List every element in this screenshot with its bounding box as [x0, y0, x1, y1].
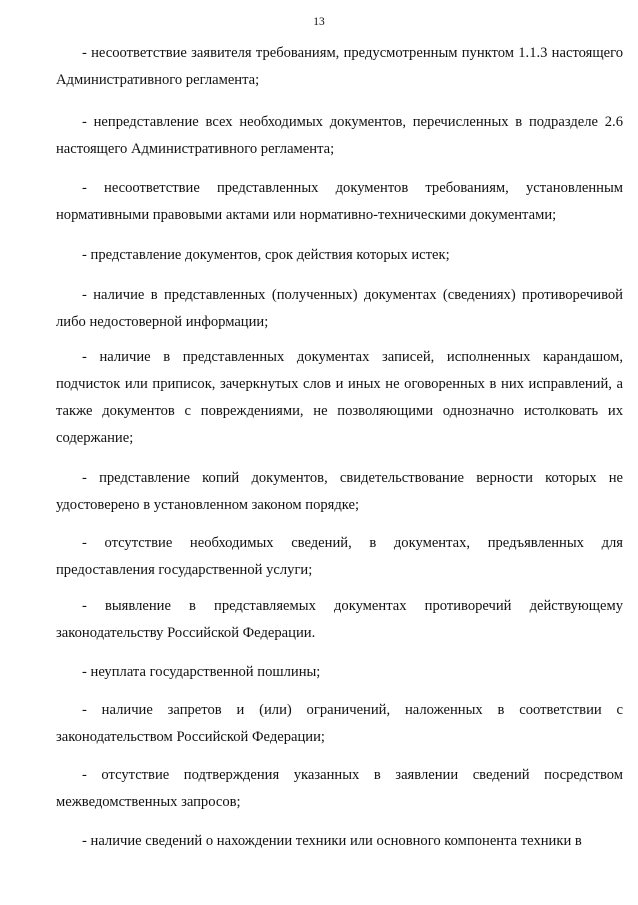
paragraph-9: - выявление в представляемых документах противоречий действующему законодательству Российской Федерации. [56, 598, 623, 641]
paragraph-6: - наличие в представленных документах записей, исполненных карандашом, подчисток или приписок, зачеркнутых слов и иных не оговоренных в них исправлений, а также документов с повреждениями, не позволяющими однозначно истолковать их содержание; [56, 349, 623, 446]
paragraph-1: - несоответствие заявителя требованиям, предусмотренным пунктом 1.1.3 настоящего Административного регламента; [56, 45, 623, 88]
paragraph-12: - отсутствие подтверждения указанных в заявлении сведений посредством межведомственных запросов; [56, 767, 623, 810]
paragraph-10: - неуплата государственной пошлины; [82, 664, 321, 680]
paragraph-11: - наличие запретов и (или) ограничений, наложенных в соответствии с законодательством Российской Федерации; [56, 702, 623, 745]
paragraph-5: - наличие в представленных (полученных) документах (сведениях) противоречивой либо недостоверной информации; [56, 287, 623, 330]
paragraph-7: - представление копий документов, свидетельствование верности которых не удостоверено в установленном законом порядке; [56, 470, 623, 513]
page-number: 13 [313, 16, 325, 28]
paragraph-3: - несоответствие представленных документов требованиям, установленным нормативными правовыми актами или нормативно-техническими документами; [56, 180, 623, 223]
paragraph-13: - наличие сведений о нахождении техники или основного компонента техники в [82, 833, 582, 849]
paragraph-2: - непредставление всех необходимых документов, перечисленных в подразделе 2.6 настоящего Административного регламента; [56, 114, 623, 157]
paragraph-4: - представление документов, срок действия которых истек; [82, 247, 450, 263]
paragraph-8: - отсутствие необходимых сведений, в документах, предъявленных для предоставления государственной услуги; [56, 535, 623, 578]
